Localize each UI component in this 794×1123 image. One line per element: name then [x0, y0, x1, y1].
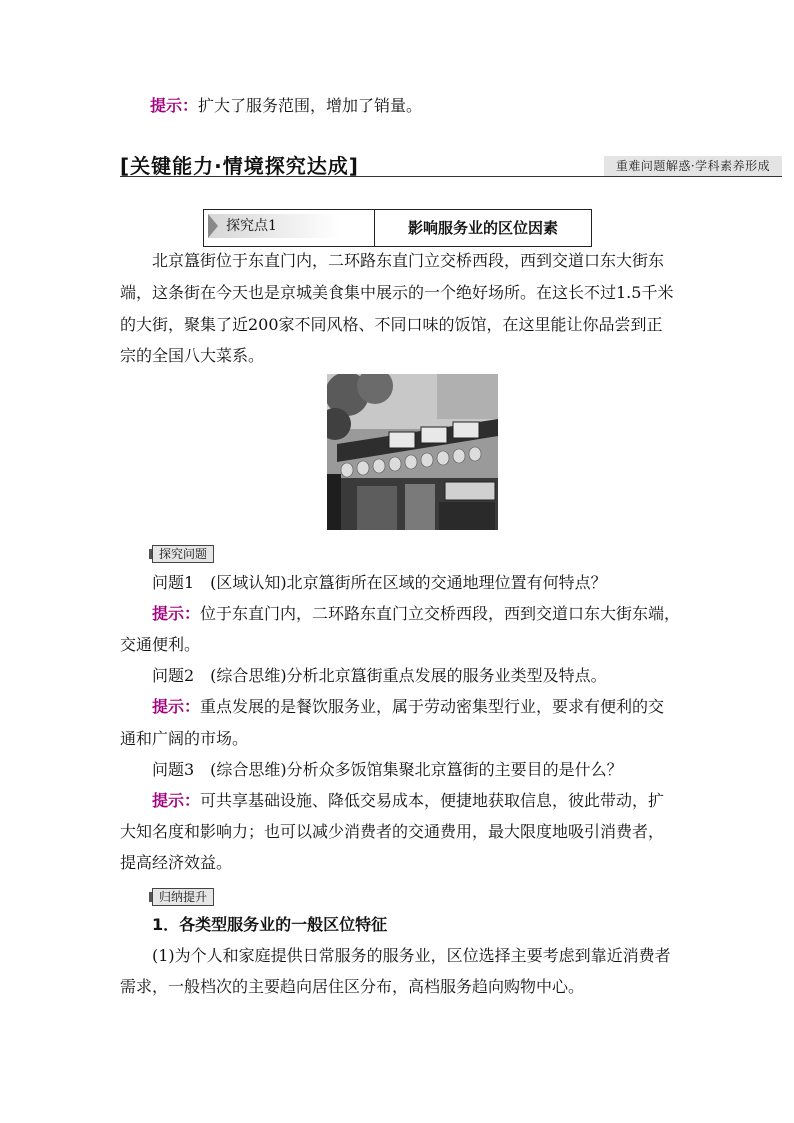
summary-heading: 1．各类型服务业的一般区位特征 [152, 915, 388, 934]
hint-text: 位于东直门内，二环路东直门立交桥西段，西到交道口东大街东端， [200, 604, 681, 623]
explore-point-tab: 探究点1 [208, 214, 340, 238]
explore-point-cell [204, 210, 375, 246]
answer-2-line [152, 697, 664, 717]
hint-text: 可共享基础设施、降低交易成本，便捷地获取信息，彼此带动，扩 [200, 791, 665, 810]
street-photo [327, 374, 498, 530]
section-divider [120, 176, 782, 177]
top-hint [150, 96, 422, 116]
hint-label: 提示： [152, 604, 201, 623]
hint-text: 扩大了服务范围，增加了销量。 [198, 96, 423, 115]
answer-1-line [152, 604, 680, 624]
explore-point-table [203, 209, 592, 247]
answer-1-line: 交通便利。 [120, 635, 201, 654]
tab-notch-icon [208, 214, 218, 238]
hint-label: 提示： [152, 791, 201, 810]
hint-label: 提示： [152, 697, 201, 716]
question-2: 问题2 (综合思维)分析北京簋街重点发展的服务业类型及特点。 [152, 666, 607, 685]
intro-line: 的大街，聚集了近200家不同风格、不同口味的饭馆，在这里能让你品尝到正 [120, 315, 663, 334]
question-1: 问题1 (区域认知)北京簋街所在区域的交通地理位置有何特点？ [152, 573, 607, 592]
summary-label: 归纳提升 [152, 888, 214, 906]
answer-3-line [152, 791, 664, 811]
question-3: 问题3 (综合思维)分析众多饭馆集聚北京簋街的主要目的是什么？ [152, 760, 623, 779]
hint-label: 提示： [150, 96, 199, 115]
answer-3-line: 提高经济效益。 [120, 853, 233, 872]
intro-line: 北京簋街位于东直门内，二环路东直门立交桥西段，西到交道口东大街东 [152, 251, 665, 270]
summary-line: (1)为个人和家庭提供日常服务的服务业，区位选择主要考虑到靠近消费者 [152, 946, 671, 965]
intro-line: 宗的全国八大菜系。 [120, 346, 265, 365]
answer-3-line: 大知名度和影响力；也可以减少消费者的交通费用，最大限度地吸引消费者， [120, 822, 665, 841]
section-title: [关键能力·情境探究达成] [120, 154, 359, 178]
intro-line: 端，这条街在今天也是京城美食集中展示的一个绝好场所。在这长不过1.5千米 [120, 283, 674, 302]
inquiry-label: 探究问题 [152, 545, 214, 563]
section-tag: 重难问题解惑·学科素养形成 [604, 156, 782, 177]
hint-text: 重点发展的是餐饮服务业，属于劳动密集型行业，要求有便利的交 [200, 697, 665, 716]
summary-line: 需求，一般档次的主要趋向居住区分布，高档服务趋向购物中心。 [120, 977, 585, 996]
explore-point-title: 影响服务业的区位因素 [407, 219, 558, 237]
answer-2-line: 通和广阔的市场。 [120, 729, 249, 748]
